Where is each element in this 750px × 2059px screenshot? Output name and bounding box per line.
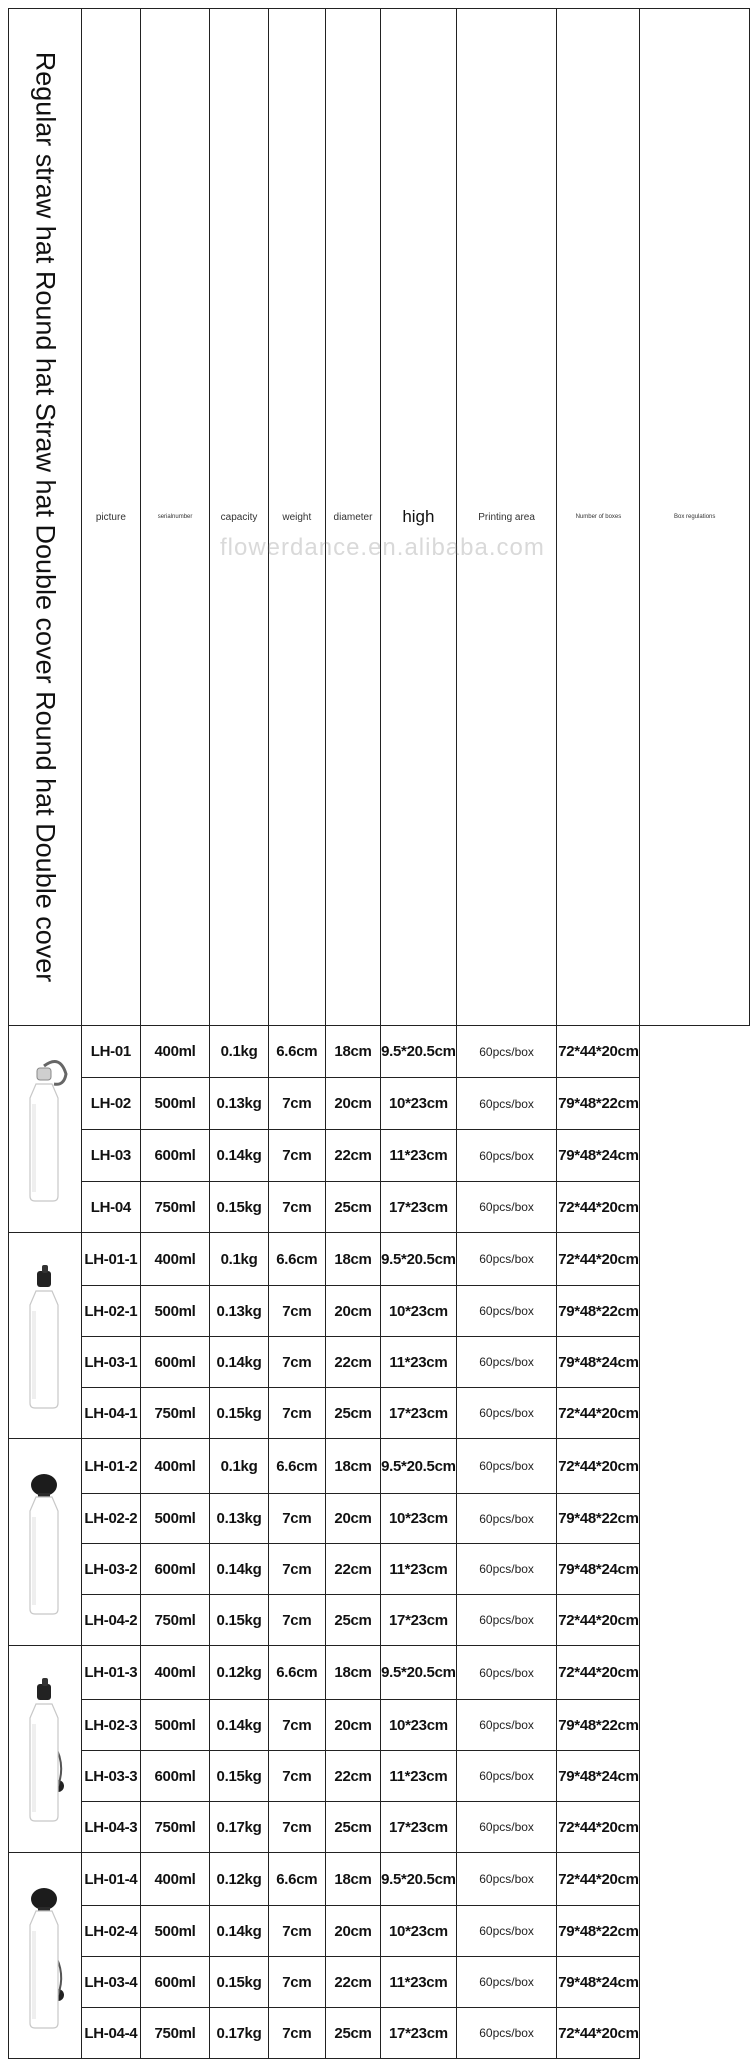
cell-weight: 0.17kg [210,2008,268,2059]
cell-box-reg: 79*48*22cm [557,1286,640,1337]
cell-serial: LH-04-2 [82,1595,141,1646]
cell-printing-area: 10*23cm [381,1494,457,1544]
cell-diameter: 6.6cm [268,1646,325,1700]
cell-boxes: 60pcs/box [456,1337,557,1388]
cell-diameter: 7cm [268,1802,325,1853]
cell-weight: 0.14kg [210,1544,268,1595]
cell-weight: 0.12kg [210,1646,268,1700]
cell-box-reg: 72*44*20cm [557,1802,640,1853]
cell-printing-area: 9.5*20.5cm [381,1026,457,1078]
cell-high: 18cm [325,1853,380,1906]
cell-serial: LH-03-3 [82,1751,141,1802]
bottle-regular-straw-hat-icon [18,1054,72,1204]
cell-diameter: 7cm [268,1078,325,1130]
cell-printing-area: 10*23cm [381,1078,457,1130]
cell-box-reg: 72*44*20cm [557,1853,640,1906]
bottle-straw-hat-icon [18,1467,72,1617]
cell-box-reg: 72*44*20cm [557,1182,640,1233]
cell-printing-area: 9.5*20.5cm [381,1646,457,1700]
cell-box-reg: 79*48*24cm [557,1751,640,1802]
spec-table [8,8,750,2059]
picture-cell [9,1853,82,2059]
cell-capacity: 750ml [140,1388,210,1439]
header-high: high [381,9,457,1026]
cell-weight: 0.13kg [210,1286,268,1337]
header-capacity: capacity [210,9,268,1026]
cell-weight: 0.13kg [210,1078,268,1130]
cell-serial: LH-02-4 [82,1906,141,1957]
cell-diameter: 7cm [268,1182,325,1233]
table-row [9,1337,750,1388]
cell-box-reg: 79*48*22cm [557,1700,640,1751]
cell-box-reg: 72*44*20cm [557,1646,640,1700]
cell-capacity: 400ml [140,1026,210,1078]
cell-printing-area: 17*23cm [381,1388,457,1439]
cell-diameter: 7cm [268,1906,325,1957]
table-row [9,1853,750,1906]
header-box-regulations: Box regulations [640,9,750,1026]
cell-box-reg: 72*44*20cm [557,1233,640,1286]
cell-capacity: 750ml [140,2008,210,2059]
cell-weight: 0.15kg [210,1182,268,1233]
cell-diameter: 7cm [268,1957,325,2008]
cell-boxes: 60pcs/box [456,1544,557,1595]
table-row [9,1906,750,1957]
cell-weight: 0.15kg [210,1957,268,2008]
cell-boxes: 60pcs/box [456,1595,557,1646]
cell-boxes: 60pcs/box [456,1439,557,1494]
table-row [9,1957,750,2008]
cell-boxes: 60pcs/box [456,1494,557,1544]
cell-printing-area: 17*23cm [381,1802,457,1853]
cell-high: 22cm [325,1957,380,2008]
cell-weight: 0.1kg [210,1026,268,1078]
picture-cell [9,1233,82,1439]
cell-capacity: 500ml [140,1700,210,1751]
cell-printing-area: 11*23cm [381,1544,457,1595]
cell-diameter: 7cm [268,1544,325,1595]
cell-boxes: 60pcs/box [456,1078,557,1130]
cell-boxes: 60pcs/box [456,1700,557,1751]
cell-diameter: 6.6cm [268,1026,325,1078]
header-printing-area: Printing area [456,9,557,1026]
cell-boxes: 60pcs/box [456,1853,557,1906]
table-row [9,1595,750,1646]
table-row [9,1802,750,1853]
cell-serial: LH-03-2 [82,1544,141,1595]
cell-diameter: 6.6cm [268,1439,325,1494]
cell-serial: LH-02-3 [82,1700,141,1751]
cell-diameter: 7cm [268,1286,325,1337]
cell-serial: LH-01-1 [82,1233,141,1286]
cell-weight: 0.13kg [210,1494,268,1544]
table-row [9,1130,750,1182]
cell-capacity: 600ml [140,1751,210,1802]
table-row [9,1388,750,1439]
cell-diameter: 7cm [268,1130,325,1182]
table-row [9,1182,750,1233]
cell-serial: LH-02-2 [82,1494,141,1544]
cell-serial: LH-04-1 [82,1388,141,1439]
cell-capacity: 500ml [140,1286,210,1337]
cell-printing-area: 11*23cm [381,1957,457,2008]
cell-capacity: 600ml [140,1130,210,1182]
cell-printing-area: 10*23cm [381,1286,457,1337]
cell-boxes: 60pcs/box [456,1026,557,1078]
picture-cell [9,1026,82,1233]
header-row [9,9,750,1026]
cell-high: 20cm [325,1906,380,1957]
cell-printing-area: 9.5*20.5cm [381,1439,457,1494]
cell-serial: LH-01-4 [82,1853,141,1906]
cell-printing-area: 17*23cm [381,1182,457,1233]
table-row [9,1646,750,1700]
cell-capacity: 750ml [140,1182,210,1233]
cell-diameter: 7cm [268,1751,325,1802]
cell-box-reg: 72*44*20cm [557,1388,640,1439]
cell-weight: 0.15kg [210,1751,268,1802]
table-row [9,1700,750,1751]
bottle-double-cover-round-hat-icon [18,1674,72,1824]
cell-high: 18cm [325,1646,380,1700]
cell-serial: LH-02-1 [82,1286,141,1337]
cell-serial: LH-01 [82,1026,141,1078]
cell-weight: 0.14kg [210,1130,268,1182]
cell-boxes: 60pcs/box [456,1286,557,1337]
cell-serial: LH-03 [82,1130,141,1182]
cell-serial: LH-01-3 [82,1646,141,1700]
cell-boxes: 60pcs/box [456,1802,557,1853]
cell-high: 22cm [325,1544,380,1595]
table-row [9,1286,750,1337]
cell-boxes: 60pcs/box [456,1906,557,1957]
cell-diameter: 7cm [268,1595,325,1646]
table-row [9,1233,750,1286]
cell-serial: LH-03-1 [82,1337,141,1388]
cell-weight: 0.14kg [210,1700,268,1751]
cell-capacity: 600ml [140,1544,210,1595]
cell-printing-area: 10*23cm [381,1906,457,1957]
cell-boxes: 60pcs/box [456,1182,557,1233]
table-row [9,1439,750,1494]
cell-boxes: 60pcs/box [456,1957,557,2008]
header-picture: picture [82,9,141,1026]
cell-high: 25cm [325,1802,380,1853]
cell-high: 20cm [325,1286,380,1337]
cell-high: 18cm [325,1026,380,1078]
cell-box-reg: 72*44*20cm [557,1595,640,1646]
cell-weight: 0.1kg [210,1439,268,1494]
cell-boxes: 60pcs/box [456,2008,557,2059]
cell-box-reg: 79*48*24cm [557,1957,640,2008]
cell-printing-area: 11*23cm [381,1751,457,1802]
cell-box-reg: 79*48*22cm [557,1078,640,1130]
cell-high: 20cm [325,1700,380,1751]
cell-printing-area: 9.5*20.5cm [381,1853,457,1906]
cell-serial: LH-02 [82,1078,141,1130]
cell-printing-area: 11*23cm [381,1337,457,1388]
cell-box-reg: 72*44*20cm [557,1026,640,1078]
cell-high: 20cm [325,1494,380,1544]
cell-high: 22cm [325,1337,380,1388]
cell-weight: 0.1kg [210,1233,268,1286]
cell-capacity: 400ml [140,1439,210,1494]
cell-boxes: 60pcs/box [456,1751,557,1802]
bottle-round-hat-icon [18,1261,72,1411]
cell-boxes: 60pcs/box [456,1646,557,1700]
cell-high: 22cm [325,1751,380,1802]
table-row [9,1078,750,1130]
cell-box-reg: 72*44*20cm [557,2008,640,2059]
table-row [9,2008,750,2059]
side-label: Regular straw hat Round hat Straw hat Double cover Round hat Double cover [30,51,61,983]
cell-serial: LH-03-4 [82,1957,141,2008]
cell-high: 18cm [325,1439,380,1494]
cell-weight: 0.17kg [210,1802,268,1853]
header-weight: weight [268,9,325,1026]
cell-box-reg: 79*48*22cm [557,1906,640,1957]
picture-cell [9,1646,82,1853]
cell-weight: 0.15kg [210,1388,268,1439]
cell-diameter: 7cm [268,1700,325,1751]
cell-diameter: 6.6cm [268,1233,325,1286]
cell-diameter: 7cm [268,1388,325,1439]
table-row [9,1026,750,1078]
cell-capacity: 500ml [140,1906,210,1957]
picture-cell [9,1439,82,1646]
cell-capacity: 600ml [140,1337,210,1388]
cell-boxes: 60pcs/box [456,1233,557,1286]
cell-printing-area: 17*23cm [381,2008,457,2059]
cell-high: 25cm [325,1182,380,1233]
side-label-cell [9,9,82,1026]
cell-printing-area: 17*23cm [381,1595,457,1646]
cell-high: 25cm [325,2008,380,2059]
cell-capacity: 750ml [140,1595,210,1646]
cell-weight: 0.15kg [210,1595,268,1646]
cell-weight: 0.12kg [210,1853,268,1906]
cell-serial: LH-04-3 [82,1802,141,1853]
cell-capacity: 600ml [140,1957,210,2008]
cell-box-reg: 79*48*24cm [557,1130,640,1182]
cell-weight: 0.14kg [210,1906,268,1957]
cell-serial: LH-04-4 [82,2008,141,2059]
cell-printing-area: 10*23cm [381,1700,457,1751]
bottle-double-cover-icon [18,1881,72,2031]
table-row [9,1751,750,1802]
cell-capacity: 500ml [140,1078,210,1130]
cell-box-reg: 72*44*20cm [557,1439,640,1494]
cell-high: 25cm [325,1595,380,1646]
cell-box-reg: 79*48*24cm [557,1337,640,1388]
cell-boxes: 60pcs/box [456,1130,557,1182]
cell-high: 18cm [325,1233,380,1286]
cell-high: 25cm [325,1388,380,1439]
table-row [9,1544,750,1595]
cell-high: 20cm [325,1078,380,1130]
watermark: flowerdance.en.alibaba.com [220,534,545,561]
header-diameter: diameter [325,9,380,1026]
cell-serial: LH-01-2 [82,1439,141,1494]
header-serial: serialnumber [140,9,210,1026]
cell-box-reg: 79*48*24cm [557,1544,640,1595]
cell-printing-area: 11*23cm [381,1130,457,1182]
header-boxes: Number of boxes [557,9,640,1026]
cell-printing-area: 9.5*20.5cm [381,1233,457,1286]
cell-high: 22cm [325,1130,380,1182]
cell-capacity: 400ml [140,1233,210,1286]
cell-diameter: 7cm [268,1337,325,1388]
cell-boxes: 60pcs/box [456,1388,557,1439]
cell-capacity: 750ml [140,1802,210,1853]
cell-weight: 0.14kg [210,1337,268,1388]
cell-diameter: 7cm [268,2008,325,2059]
cell-box-reg: 79*48*22cm [557,1494,640,1544]
cell-serial: LH-04 [82,1182,141,1233]
cell-diameter: 7cm [268,1494,325,1544]
cell-capacity: 500ml [140,1494,210,1544]
cell-capacity: 400ml [140,1853,210,1906]
table-row [9,1494,750,1544]
cell-diameter: 6.6cm [268,1853,325,1906]
cell-capacity: 400ml [140,1646,210,1700]
